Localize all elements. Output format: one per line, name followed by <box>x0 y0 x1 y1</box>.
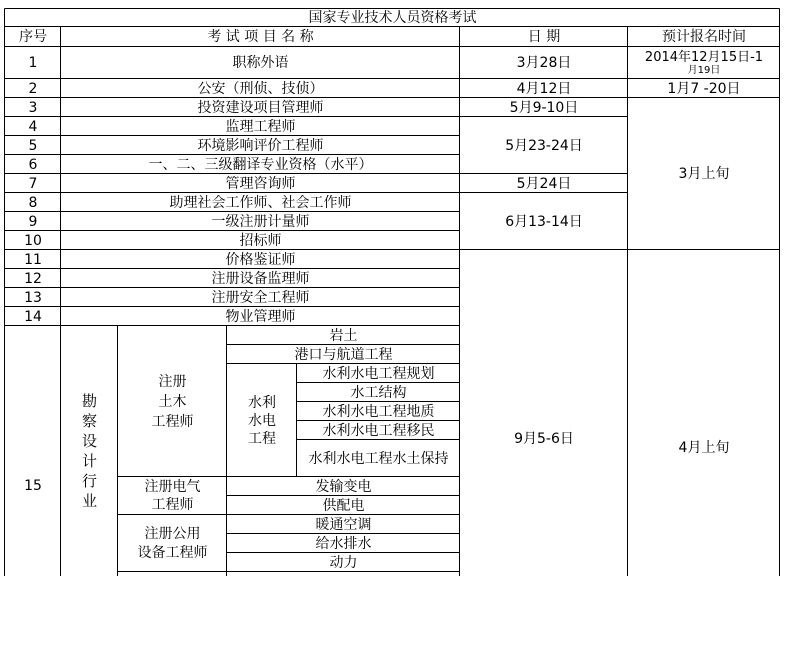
registration-main: 2014年12月15日-1 <box>644 49 764 65</box>
row-number: 3 <box>28 99 38 116</box>
row-name: 管理咨询师 <box>225 175 296 192</box>
row-number: 12 <box>24 270 42 287</box>
subject-water-4: 水利水电工程移民 <box>322 422 435 439</box>
date-cell: 5月24日 <box>516 175 572 192</box>
row-number: 14 <box>24 308 42 325</box>
row-name: 物业管理师 <box>225 308 296 325</box>
subject-water-5-text: 水利水电工程水土保持 <box>308 450 449 467</box>
header-item: 考 试 项 目 名 称 <box>207 29 314 45</box>
row-number: 11 <box>24 251 42 268</box>
row-number: 10 <box>24 232 42 249</box>
row-number: 6 <box>28 156 38 173</box>
header-registration: 预计报名时间 <box>662 29 746 45</box>
date-cell: 4月12日 <box>516 80 572 97</box>
subject-geotechnical: 岩土 <box>329 327 358 344</box>
date-cell: 5月9-10日 <box>509 99 579 116</box>
row-name: 公安（刑侦、技侦） <box>197 80 324 97</box>
row-name: 职称外语 <box>232 55 289 71</box>
subject-mep-2: 给水排水 <box>315 535 372 552</box>
header-seq: 序号 <box>19 29 47 45</box>
registration-sub: 月19日 <box>687 64 721 76</box>
survey-industry-label <box>61 326 118 576</box>
subject-elec-1: 发输变电 <box>315 478 372 495</box>
subject-water-2: 水工结构 <box>350 384 407 401</box>
subject-water-5 <box>297 440 460 477</box>
row-number: 8 <box>28 194 38 211</box>
row-number: 5 <box>28 137 38 154</box>
civil-engineer-label: 注册 土木 工程师 <box>151 373 194 430</box>
row-name: 助理社会工作师、社会工作师 <box>169 194 352 211</box>
row-name: 一级注册计量师 <box>211 213 310 230</box>
row-name: 投资建设项目管理师 <box>197 99 324 116</box>
header-date: 日 期 <box>527 29 561 45</box>
date-cell: 6月13-14日 <box>505 213 583 230</box>
date-cell: 3月28日 <box>516 55 572 71</box>
row-number: 9 <box>28 213 38 230</box>
subject-mep-1: 暖通空调 <box>315 516 372 533</box>
row-name: 监理工程师 <box>225 118 296 135</box>
subject-water-3: 水利水电工程地质 <box>322 403 435 420</box>
subject-water-1: 水利水电工程规划 <box>322 365 435 382</box>
row-number: 4 <box>28 118 38 135</box>
row-number: 7 <box>28 175 38 192</box>
row-name: 注册安全工程师 <box>211 289 310 306</box>
electrical-engineer-label: 注册电气 工程师 <box>144 479 201 513</box>
row-name: 一、二、三级翻译专业资格（水平） <box>148 156 373 173</box>
registration-cell <box>628 47 780 79</box>
row-number: 2 <box>28 80 38 97</box>
row-name: 价格鉴证师 <box>225 251 296 268</box>
row-number: 1 <box>28 55 38 71</box>
table-title: 国家专业技术人员资格考试 <box>308 10 477 26</box>
row-number: 13 <box>24 289 42 306</box>
registration-cell: 1月7 -20日 <box>667 80 741 97</box>
subject-elec-2: 供配电 <box>322 497 365 514</box>
row-number: 15 <box>24 478 42 494</box>
date-cell: 9月5-6日 <box>514 430 574 447</box>
row-name: 招标师 <box>239 232 282 249</box>
subject-port: 港口与航道工程 <box>294 346 393 363</box>
registration-cell: 4月上旬 <box>678 440 730 456</box>
survey-industry-text: 勘察设计行业 <box>81 392 97 510</box>
mep-engineer-label: 注册公用 设备工程师 <box>137 525 208 561</box>
row-name: 注册设备监理师 <box>211 270 310 287</box>
subject-mep-3: 动力 <box>329 554 358 571</box>
date-cell: 5月23-24日 <box>505 137 583 154</box>
registration-cell: 3月上旬 <box>678 166 730 182</box>
row-name: 环境影响评价工程师 <box>197 137 324 154</box>
water-engineering-label: 水利 水电 工程 <box>248 394 276 447</box>
